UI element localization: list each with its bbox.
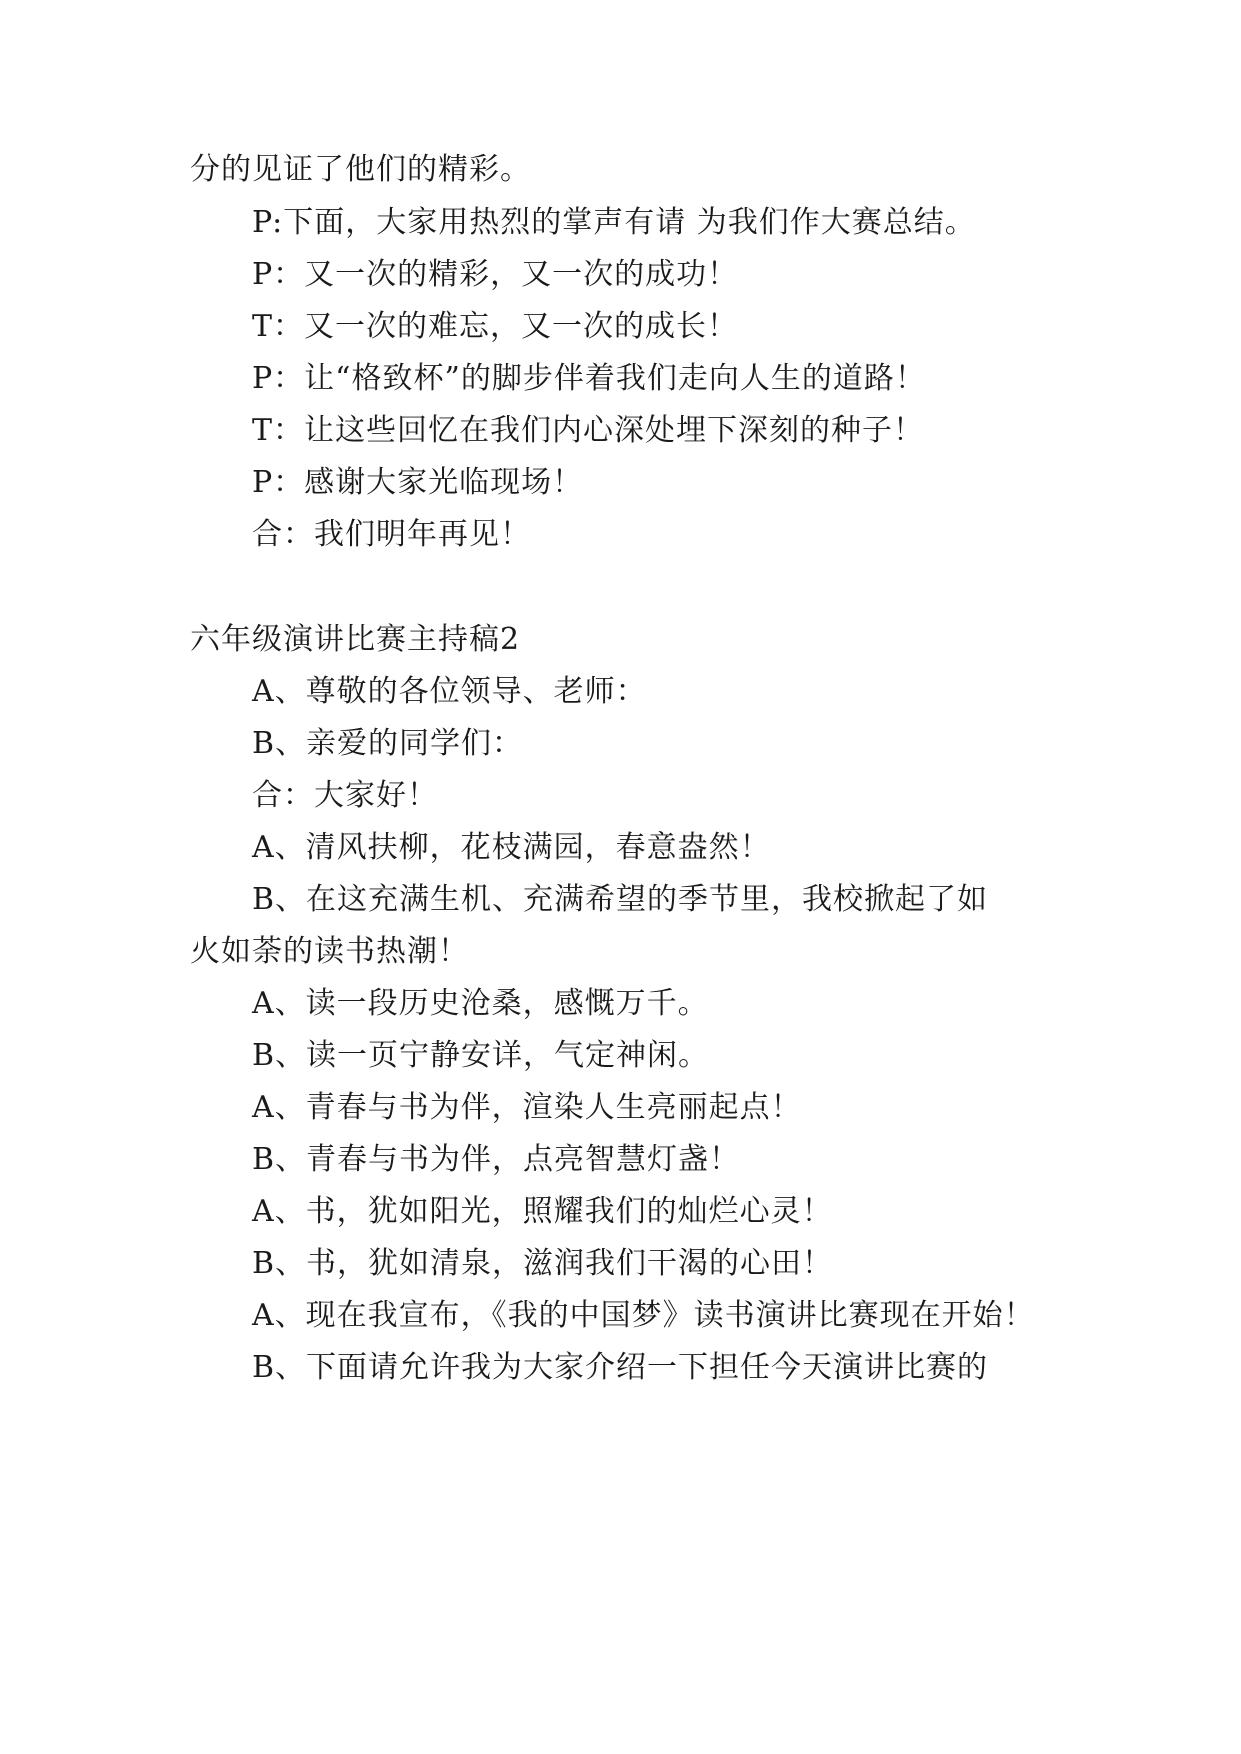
- script-line: P：让“格致杯”的脚步伴着我们走向人生的道路！: [252, 361, 926, 396]
- script-line: A、清风扶柳，花枝满园，春意盎然！: [252, 830, 771, 865]
- paragraph-continuation: 火如荼的读书热潮！: [190, 934, 469, 969]
- script-line: A、现在我宣布，《我的中国梦》读书演讲比赛现在开始！: [252, 1298, 1035, 1333]
- script-line: T：又一次的难忘，又一次的成长！: [252, 309, 739, 344]
- script-line: 合：大家好！: [252, 778, 438, 813]
- script-line: B、读一页宁静安详，气定神闲。: [252, 1038, 710, 1073]
- script-line: 合：我们明年再见！: [252, 517, 531, 552]
- script-line: B、下面请允许我为大家介绍一下担任今天演讲比赛的: [252, 1350, 989, 1385]
- script-line: B、在这充满生机、充满希望的季节里，我校掀起了如: [252, 882, 989, 917]
- script-line: P:下面，大家用热烈的掌声有请 为我们作大赛总结。: [252, 205, 976, 240]
- script-line: B、亲爱的同学们：: [252, 726, 524, 761]
- paragraph-continuation: 分的见证了他们的精彩。: [190, 152, 531, 187]
- script-line: A、读一段历史沧桑，感慨万千。: [252, 986, 709, 1021]
- script-line: T：让这些回忆在我们内心深处埋下深刻的种子！: [252, 413, 925, 448]
- script-line: B、书，犹如清泉，滋润我们干渴的心田！: [252, 1246, 834, 1281]
- script-line: B、青春与书为伴，点亮智慧灯盏！: [252, 1142, 741, 1177]
- section-heading: 六年级演讲比赛主持稿2: [190, 622, 521, 657]
- script-line: A、尊敬的各位领导、老师：: [252, 674, 647, 709]
- script-line: A、青春与书为伴，渲染人生亮丽起点！: [252, 1090, 802, 1125]
- script-line: P：感谢大家光临现场！: [252, 465, 584, 500]
- script-line: A、书，犹如阳光，照耀我们的灿烂心灵！: [252, 1194, 833, 1229]
- script-line: P：又一次的精彩，又一次的成功！: [252, 257, 739, 292]
